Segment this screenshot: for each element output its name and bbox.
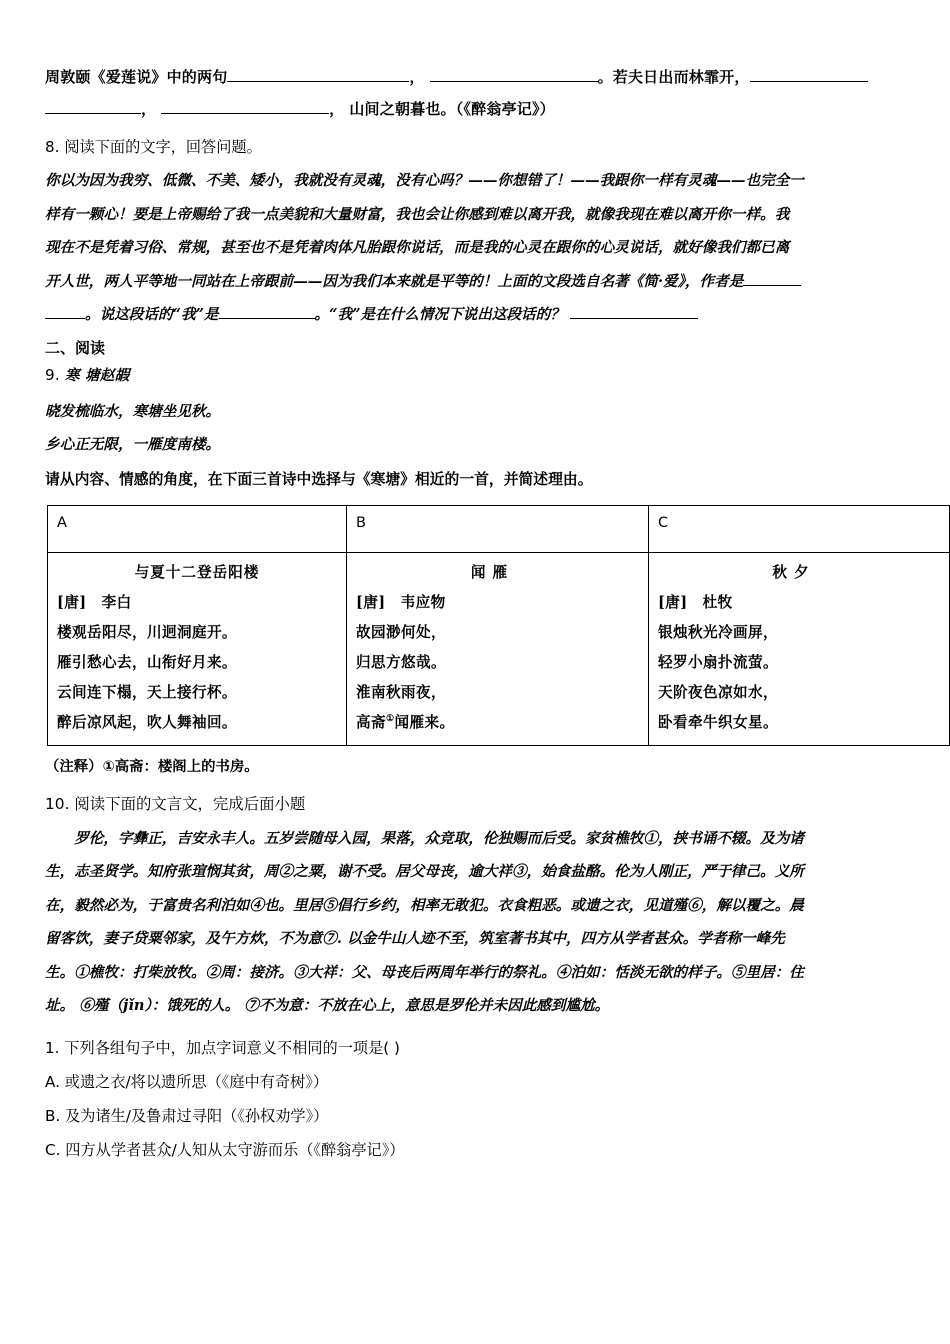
passage-line: 样有一颗心！要是上帝赐给了我一点美貌和大量财富，我也会让你感到难以离开我，就像我现在难以离开你一样。我 [45,205,790,223]
question-8-number: 8. [45,138,60,156]
poem-a-line: 雁引愁心去，山衔好月来。 [57,653,237,671]
poem-b-line-prefix: 高斋 [356,713,386,731]
poem-b-line: 故园渺何处， [356,623,446,641]
q7-blank-4[interactable] [45,98,141,114]
poem-b-title: 闻 雁 [470,563,509,581]
poem-c-title: 秋 夕 [772,563,810,581]
passage-line-text-2: 。“我”是在什么情况下说出这段话的？ [314,306,565,323]
q8-blank-author-cont[interactable] [45,303,85,319]
sub-question-number: 1. [45,1038,60,1057]
question-10-prompt: 阅读下面的文言文，完成后面小题 [74,794,306,813]
question-8-passage [45,164,905,332]
poem-c-line: 天阶夜色凉如水， [658,683,778,701]
poem-b-author: [唐] 韦应物 [356,593,446,611]
q7-blank-line-2 [45,93,905,126]
poem-b-line: 淮南秋雨夜， [356,683,446,701]
q7-blank-2[interactable] [430,66,598,82]
column-label-a: A [57,514,67,531]
option-c-key: C. [45,1140,61,1159]
q7-separator-1: ， [409,68,425,86]
q7-separator-4: ， [329,100,345,118]
option-a[interactable] [45,1065,905,1099]
q7-separator-2: 。 [597,68,613,86]
question-9-footnote: （注释）①高斋：楼阁上的书房。 [45,758,259,775]
table-header-row [48,505,950,552]
question-10-classical-text [45,822,905,1023]
option-c-text: 四方从学者甚众/人知从太守游而乐（《醉翁亭记》） [65,1140,405,1159]
classical-text-line: 生。①樵牧：打柴放牧。②周：接济。③大祥：父、母丧后两周年举行的祭礼。④泊如：恬淡无欲的样子。⑤里居：住 [45,963,804,981]
table-cell-label-c [649,505,950,552]
poem-a-line: 醉后凉风起，吹人舞袖回。 [57,713,237,731]
option-c[interactable] [45,1133,905,1167]
table-cell-label-b [347,505,649,552]
q8-blank-author[interactable] [743,270,801,286]
q7-lead-text: 周敦颐《爱莲说》中的两句 [45,68,228,86]
question-10-heading [45,788,905,820]
classical-text-line: 罗伦，字彝正，吉安永丰人。五岁尝随母入园，果落，众竞取，伦独赐而后受。家贫樵牧①，挟书诵不辍。及为诸 [74,829,804,847]
classical-text-line: 留客饮，妻子贷粟邻家，及午方炊，不为意⑦. 以金牛山人迹不至，筑室著书其中，四方从学者甚众。学者称一峰先 [45,930,785,947]
option-b[interactable] [45,1099,905,1133]
poem-line: 乡心正无限，一雁度南楼。 [45,436,221,453]
option-a-key: A. [45,1072,60,1091]
classical-text-line: 生，志圣贤学。知府张瑄悯其贫，周②之粟，谢不受。居父母丧，逾大祥③，始食盐酪。伦为人刚正，严于律己。义所 [45,863,804,880]
poem-b-line-suffix: 闻雁来。 [394,713,455,731]
footnote-marker-1: ① [386,713,395,724]
q8-blank-situation[interactable] [570,303,698,319]
table-cell-label-a [48,505,347,552]
option-a-text: 或遗之衣/将以遗所思（《庭中有奇树》） [64,1072,329,1091]
classical-text-line: 址。 ⑥殣（jǐn）：饿死的人。 ⑦不为意：不放在心上，意思是罗伦并未因此感到尴尬。 [45,997,610,1014]
question-10-sub-1 [45,1031,905,1065]
question-9-title: 寒 塘赵嘏 [64,366,130,384]
table-cell-poem-a [48,552,347,745]
column-label-b: B [356,514,366,531]
question-8-prompt: 阅读下面的文字，回答问题。 [64,138,262,156]
passage-line: 你以为因为我穷、低微、不美、矮小，我就没有灵魂，没有心吗？——你想错了！——我跟你一样有灵魂——也完全一 [45,172,804,189]
passage-line-text: 。说这段话的“我”是 [85,306,219,323]
q7-mid-text: 若夫日出而林霏开， [612,68,750,86]
sub-question-prompt: 下列各组句子中，加点字词意义不相同的一项是( ) [64,1038,400,1057]
poem-c-line: 轻罗小扇扑流萤。 [658,653,778,671]
option-b-text: 及为诸生/及鲁肃过寻阳（《孙权劝学》） [65,1106,329,1125]
poem-line: 晓发梳临水，寒塘坐见秋。 [45,402,221,420]
q7-tail-text: 山间之朝暮也。（《醉翁亭记》） [349,100,555,118]
poem-a-line: 云间连下榻，天上接行杯。 [57,683,237,701]
poem-a-author: [唐] 李白 [57,593,132,611]
passage-line-text: 开人世，两人平等地一同站在上帝跟前——因为我们本来就是平等的！上面的文段选自名著《简·爱》，作者是 [45,272,744,290]
option-b-key: B. [45,1106,61,1125]
q8-blank-speaker[interactable] [219,303,315,319]
passage-line: 现在不是凭着习俗、常规，甚至也不是凭着肉体凡胎跟你说话，而是我的心灵在跟你的心灵说话，就好像我们都已离 [45,239,790,256]
q7-blank-line-1 [45,62,905,93]
poem-a-line: 楼观岳阳尽，川迥洞庭开。 [57,623,237,641]
poem-comparison-table [47,505,950,746]
question-9-prompt: 请从内容、情感的角度，在下面三首诗中选择与《寒塘》相近的一首，并简述理由。 [45,470,593,488]
table-poem-row [48,552,950,745]
section-2-heading: 二、阅读 [45,338,106,357]
table-cell-poem-b [347,552,649,745]
question-9-poem [45,395,905,462]
q7-blank-3[interactable] [750,66,868,82]
poem-b-line-annotated [356,708,639,738]
poem-c-author: [唐] 杜牧 [658,593,733,611]
poem-b-line: 归思方悠哉。 [356,653,446,671]
poem-c-line: 银烛秋光冷画屏， [658,623,778,641]
classical-text-line: 在，毅然必为，于富贵名利泊如④也。里居⑤倡行乡约，相率无敢犯。衣食粗恶。或遗之衣，见道殣⑥，解以覆之。晨 [45,896,804,914]
q7-separator-3: ， [141,100,157,118]
poem-a-title: 与夏十二登岳阳楼 [134,563,260,581]
question-10-number: 10. [45,794,70,813]
question-8-heading [45,132,905,162]
question-9-heading [45,362,905,389]
passage-line [45,265,905,299]
poem-c-line: 卧看牵牛织女星。 [658,713,778,731]
column-label-c: C [658,514,669,531]
question-9-number: 9. [45,365,60,384]
q7-blank-1[interactable] [227,66,409,82]
passage-line [45,298,905,332]
q7-blank-5[interactable] [161,98,329,114]
table-cell-poem-c [649,552,950,745]
